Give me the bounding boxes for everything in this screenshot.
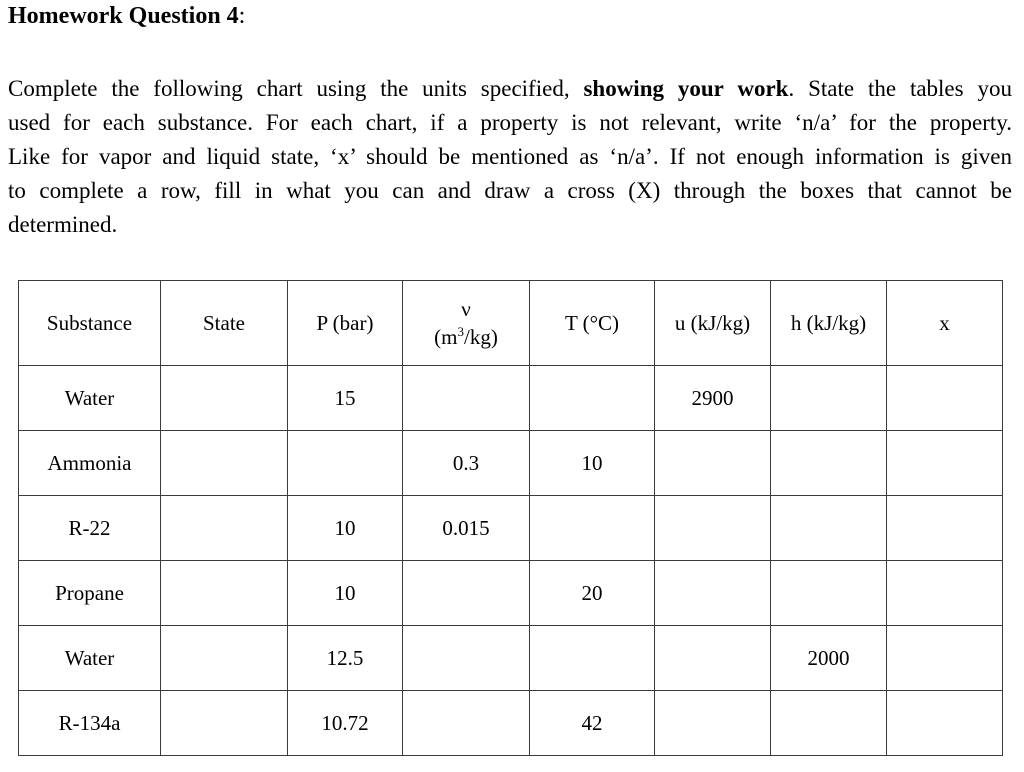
header-temperature: T (°C)	[530, 281, 655, 366]
instructions-emphasis: showing your work	[583, 76, 789, 101]
cell-quality[interactable]	[887, 496, 1003, 561]
cell-temperature[interactable]: 20	[530, 561, 655, 626]
instructions-line-5: determined.	[8, 212, 118, 237]
cell-specific-volume[interactable]: 0.015	[403, 496, 530, 561]
instructions-text: . State the tables you	[788, 76, 1012, 101]
cell-temperature[interactable]: 42	[530, 691, 655, 756]
homework-title-colon: :	[238, 3, 246, 29]
cell-pressure[interactable]: 10	[288, 496, 403, 561]
cell-internal-energy[interactable]	[655, 626, 771, 691]
cell-substance: R-134a	[19, 691, 161, 756]
header-state: State	[161, 281, 288, 366]
header-v-unit-superscript: 3	[457, 324, 464, 339]
cell-state[interactable]	[161, 561, 288, 626]
instructions-text: Complete the following chart using the units specified,	[8, 76, 584, 101]
cell-quality[interactable]	[887, 366, 1003, 431]
cell-specific-volume[interactable]	[403, 561, 530, 626]
instructions-paragraph	[8, 72, 1012, 242]
table-row	[19, 496, 1003, 561]
cell-temperature[interactable]	[530, 366, 655, 431]
cell-temperature[interactable]	[530, 496, 655, 561]
cell-state[interactable]	[161, 366, 288, 431]
cell-enthalpy[interactable]	[771, 496, 887, 561]
header-pressure: P (bar)	[288, 281, 403, 366]
header-v-symbol: ν	[461, 297, 471, 321]
homework-title-text: Homework Question 4	[8, 3, 239, 29]
cell-enthalpy[interactable]	[771, 561, 887, 626]
instructions-line-2: used for each substance. For each chart, if a property is not relevant, write ‘n/a’ for the property.	[8, 110, 1012, 135]
cell-specific-volume[interactable]	[403, 366, 530, 431]
cell-internal-energy[interactable]	[655, 431, 771, 496]
header-v-unit-text: (m	[434, 325, 458, 349]
cell-pressure[interactable]: 10	[288, 561, 403, 626]
property-chart	[18, 280, 1003, 756]
cell-specific-volume[interactable]	[403, 691, 530, 756]
cell-enthalpy[interactable]: 2000	[771, 626, 887, 691]
cell-quality[interactable]	[887, 561, 1003, 626]
cell-specific-volume[interactable]: 0.3	[403, 431, 530, 496]
header-enthalpy: h (kJ/kg)	[771, 281, 887, 366]
cell-quality[interactable]	[887, 626, 1003, 691]
cell-quality[interactable]	[887, 431, 1003, 496]
instructions-line-1	[8, 72, 1012, 106]
cell-state[interactable]	[161, 691, 288, 756]
header-row	[19, 281, 1003, 366]
header-v-unit	[403, 323, 529, 351]
header-specific-volume	[403, 281, 530, 366]
cell-pressure[interactable]: 12.5	[288, 626, 403, 691]
cell-substance: Water	[19, 626, 161, 691]
header-internal-energy: u (kJ/kg)	[655, 281, 771, 366]
table-row	[19, 561, 1003, 626]
cell-substance: Water	[19, 366, 161, 431]
cell-enthalpy[interactable]	[771, 431, 887, 496]
cell-state[interactable]	[161, 431, 288, 496]
header-substance: Substance	[19, 281, 161, 366]
cell-substance: R-22	[19, 496, 161, 561]
cell-internal-energy[interactable]	[655, 561, 771, 626]
cell-pressure[interactable]	[288, 431, 403, 496]
cell-enthalpy[interactable]	[771, 691, 887, 756]
table-row	[19, 626, 1003, 691]
table-row	[19, 431, 1003, 496]
cell-substance: Ammonia	[19, 431, 161, 496]
cell-internal-energy[interactable]	[655, 691, 771, 756]
instructions-line-3: Like for vapor and liquid state, ‘x’ should be mentioned as ‘n/a’. If not enough information is given	[8, 144, 1012, 169]
cell-state[interactable]	[161, 496, 288, 561]
cell-internal-energy[interactable]: 2900	[655, 366, 771, 431]
table-row	[19, 366, 1003, 431]
cell-quality[interactable]	[887, 691, 1003, 756]
instructions-line-4: to complete a row, fill in what you can and draw a cross (X) through the boxes that cannot be	[8, 178, 1012, 203]
cell-state[interactable]	[161, 626, 288, 691]
table-row	[19, 691, 1003, 756]
cell-temperature[interactable]	[530, 626, 655, 691]
cell-internal-energy[interactable]	[655, 496, 771, 561]
header-quality: x	[887, 281, 1003, 366]
cell-enthalpy[interactable]	[771, 366, 887, 431]
cell-pressure[interactable]: 10.72	[288, 691, 403, 756]
cell-temperature[interactable]: 10	[530, 431, 655, 496]
homework-title	[8, 2, 245, 30]
header-v-unit-text: /kg)	[464, 325, 498, 349]
cell-specific-volume[interactable]	[403, 626, 530, 691]
cell-substance: Propane	[19, 561, 161, 626]
cell-pressure[interactable]: 15	[288, 366, 403, 431]
